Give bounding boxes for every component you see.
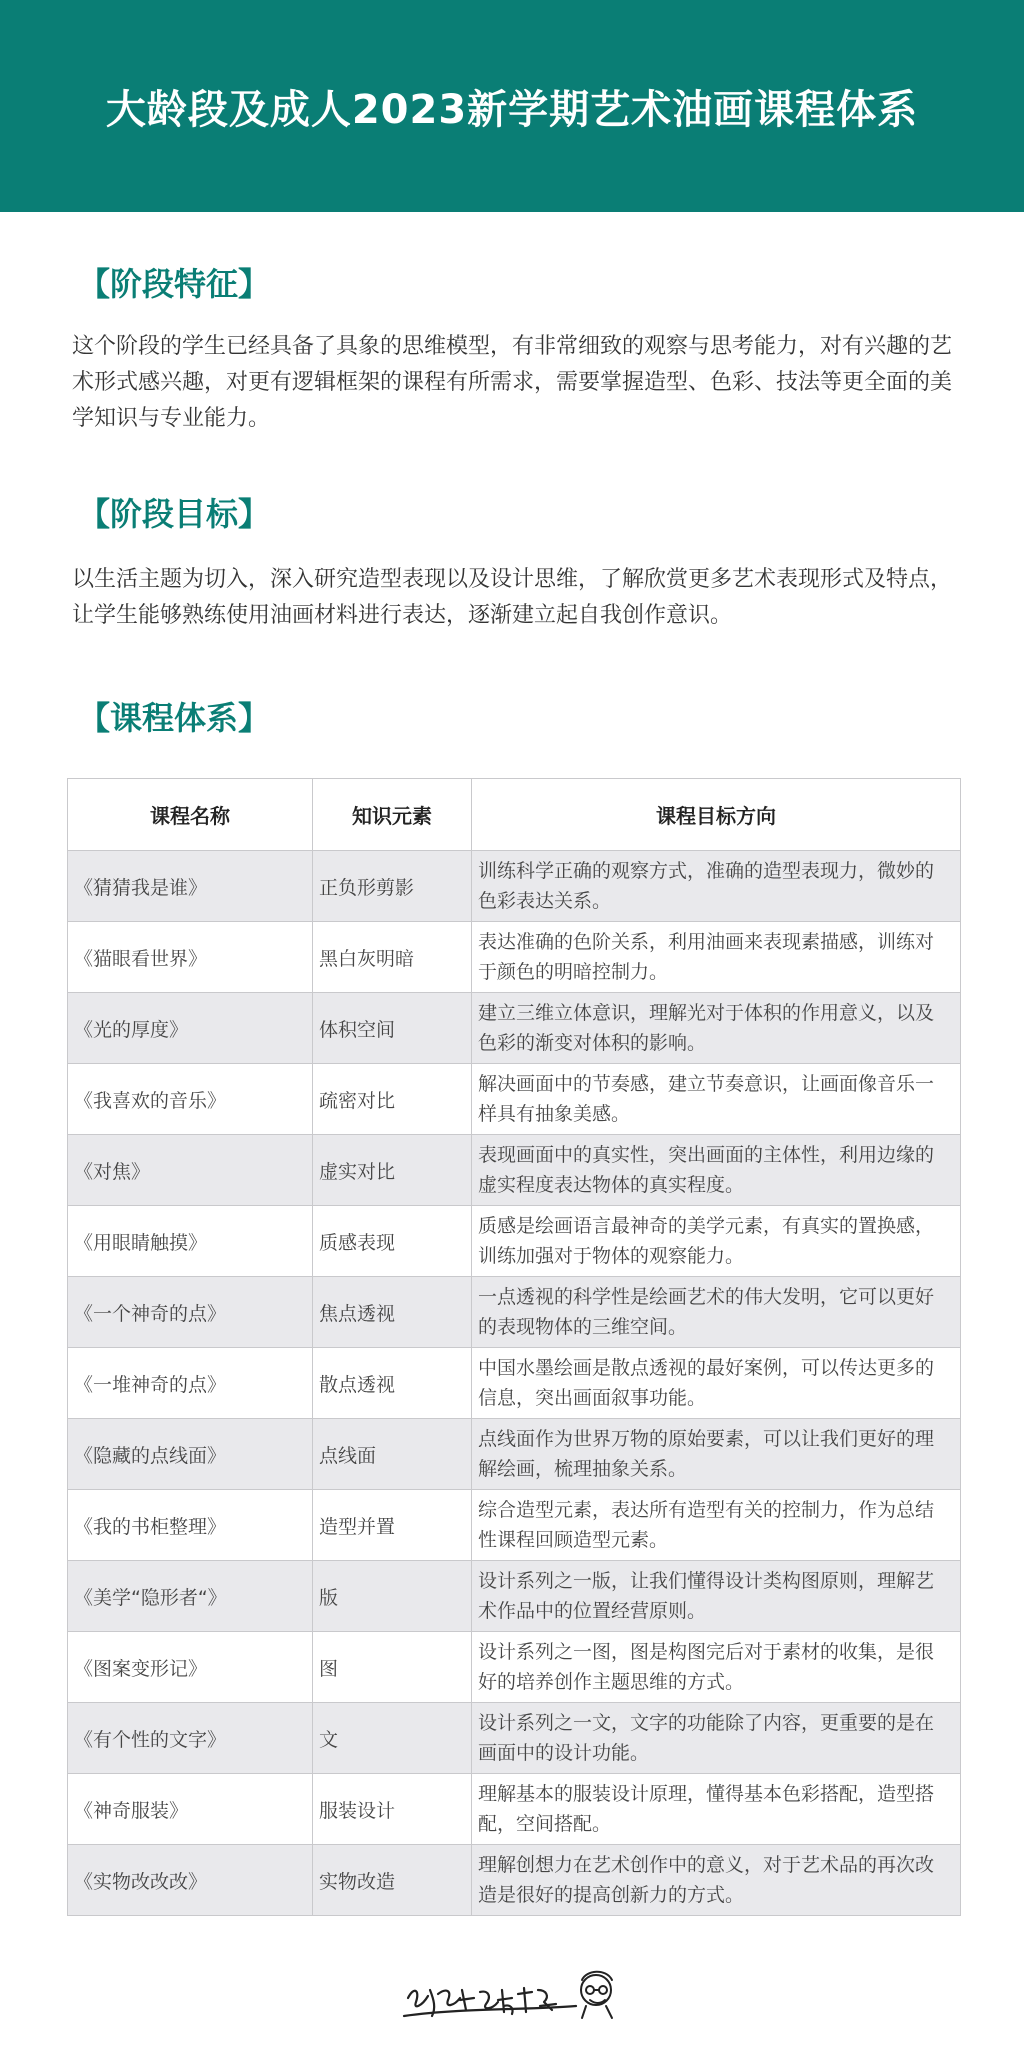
knowledge-element-cell: 虚实对比	[313, 1135, 472, 1206]
course-name-cell: 《一个神奇的点》	[68, 1277, 313, 1348]
knowledge-element-cell: 文	[313, 1703, 472, 1774]
knowledge-element-cell: 正负形剪影	[313, 851, 472, 922]
knowledge-element-cell: 实物改造	[313, 1845, 472, 1916]
signature-logo	[400, 1960, 630, 2030]
table-row	[68, 1348, 961, 1419]
table-row	[68, 851, 961, 922]
course-name-cell: 《对焦》	[68, 1135, 313, 1206]
header-banner	[0, 0, 1024, 212]
course-goal-cell: 设计系列之一文，文字的功能除了内容，更重要的是在画面中的设计功能。	[472, 1703, 961, 1774]
table-row	[68, 1561, 961, 1632]
course-name-cell: 《美学“隐形者“》	[68, 1561, 313, 1632]
course-name-cell: 《有个性的文字》	[68, 1703, 313, 1774]
course-goal-cell: 设计系列之一版，让我们懂得设计类构图原则，理解艺术作品中的位置经营原则。	[472, 1561, 961, 1632]
table-row	[68, 1135, 961, 1206]
knowledge-element-cell: 质感表现	[313, 1206, 472, 1277]
course-goal-cell: 点线面作为世界万物的原始要素，可以让我们更好的理解绘画，梳理抽象关系。	[472, 1419, 961, 1490]
goals-text: 以生活主题为切入，深入研究造型表现以及设计思维，了解欣赏更多艺术表现形式及特点，让学生能够熟练使用油画材料进行表达，逐渐建立起自我创作意识。	[72, 567, 953, 628]
table-row	[68, 1277, 961, 1348]
header-course-name: 课程名称	[68, 779, 313, 851]
table-row	[68, 1703, 961, 1774]
knowledge-element-cell: 服装设计	[313, 1774, 472, 1845]
table-row	[68, 1845, 961, 1916]
goals-heading: 【阶段目标】	[78, 495, 271, 533]
course-goal-cell: 训练科学正确的观察方式，准确的造型表现力，微妙的色彩表达关系。	[472, 851, 961, 922]
table-row	[68, 1419, 961, 1490]
course-name-cell: 《猜猜我是谁》	[68, 851, 313, 922]
table-row	[68, 1490, 961, 1561]
course-goal-cell: 表达准确的色阶关系，利用油画来表现素描感，训练对于颜色的明暗控制力。	[472, 922, 961, 993]
knowledge-element-cell: 焦点透视	[313, 1277, 472, 1348]
course-name-cell: 《我的书柜整理》	[68, 1490, 313, 1561]
course-table	[67, 778, 961, 1916]
knowledge-element-cell: 造型并置	[313, 1490, 472, 1561]
knowledge-element-cell: 体积空间	[313, 993, 472, 1064]
table-header-row	[68, 779, 961, 851]
knowledge-element-cell: 散点透视	[313, 1348, 472, 1419]
header-course-goal: 课程目标方向	[472, 779, 961, 851]
header-knowledge-element: 知识元素	[313, 779, 472, 851]
course-name-cell: 《实物改改改》	[68, 1845, 313, 1916]
course-name-cell: 《猫眼看世界》	[68, 922, 313, 993]
knowledge-element-cell: 版	[313, 1561, 472, 1632]
course-name-cell: 《一堆神奇的点》	[68, 1348, 313, 1419]
knowledge-element-cell: 点线面	[313, 1419, 472, 1490]
table-row	[68, 1206, 961, 1277]
course-name-cell: 《神奇服装》	[68, 1774, 313, 1845]
course-goal-cell: 解决画面中的节奏感，建立节奏意识，让画面像音乐一样具有抽象美感。	[472, 1064, 961, 1135]
course-name-cell: 《图案变形记》	[68, 1632, 313, 1703]
table-row	[68, 1632, 961, 1703]
knowledge-element-cell: 黑白灰明暗	[313, 922, 472, 993]
course-system-heading: 【课程体系】	[78, 699, 271, 737]
course-name-cell: 《光的厚度》	[68, 993, 313, 1064]
course-goal-cell: 设计系列之一图，图是构图完后对于素材的收集，是很好的培养创作主题思维的方式。	[472, 1632, 961, 1703]
course-goal-cell: 质感是绘画语言最神奇的美学元素，有真实的置换感，训练加强对于物体的观察能力。	[472, 1206, 961, 1277]
course-table-wrapper	[67, 778, 960, 1916]
page-title: 大龄段及成人2023新学期艺术油画课程体系	[105, 86, 919, 133]
knowledge-element-cell: 疏密对比	[313, 1064, 472, 1135]
table-row	[68, 922, 961, 993]
course-goal-cell: 理解基本的服装设计原理，懂得基本色彩搭配，造型搭配，空间搭配。	[472, 1774, 961, 1845]
course-goal-cell: 中国水墨绘画是散点透视的最好案例，可以传达更多的信息，突出画面叙事功能。	[472, 1348, 961, 1419]
course-name-cell: 《用眼睛触摸》	[68, 1206, 313, 1277]
table-row	[68, 1064, 961, 1135]
course-goal-cell: 理解创想力在艺术创作中的意义，对于艺术品的再次改造是很好的提高创新力的方式。	[472, 1845, 961, 1916]
course-goal-cell: 一点透视的科学性是绘画艺术的伟大发明，它可以更好的表现物体的三维空间。	[472, 1277, 961, 1348]
table-row	[68, 1774, 961, 1845]
course-name-cell: 《隐藏的点线面》	[68, 1419, 313, 1490]
course-goal-cell: 综合造型元素，表达所有造型有关的控制力，作为总结性课程回顾造型元素。	[472, 1490, 961, 1561]
course-name-cell: 《我喜欢的音乐》	[68, 1064, 313, 1135]
course-goal-cell: 建立三维立体意识，理解光对于体积的作用意义，以及色彩的渐变对体积的影响。	[472, 993, 961, 1064]
features-text: 这个阶段的学生已经具备了具象的思维模型，有非常细致的观察与思考能力，对有兴趣的艺术形式感兴趣，对更有逻辑框架的课程有所需求，需要掌握造型、色彩、技法等更全面的美学知识与专业能力。	[72, 334, 953, 431]
features-heading: 【阶段特征】	[78, 265, 271, 303]
knowledge-element-cell: 图	[313, 1632, 472, 1703]
course-goal-cell: 表现画面中的真实性，突出画面的主体性，利用边缘的虚实程度表达物体的真实程度。	[472, 1135, 961, 1206]
table-row	[68, 993, 961, 1064]
